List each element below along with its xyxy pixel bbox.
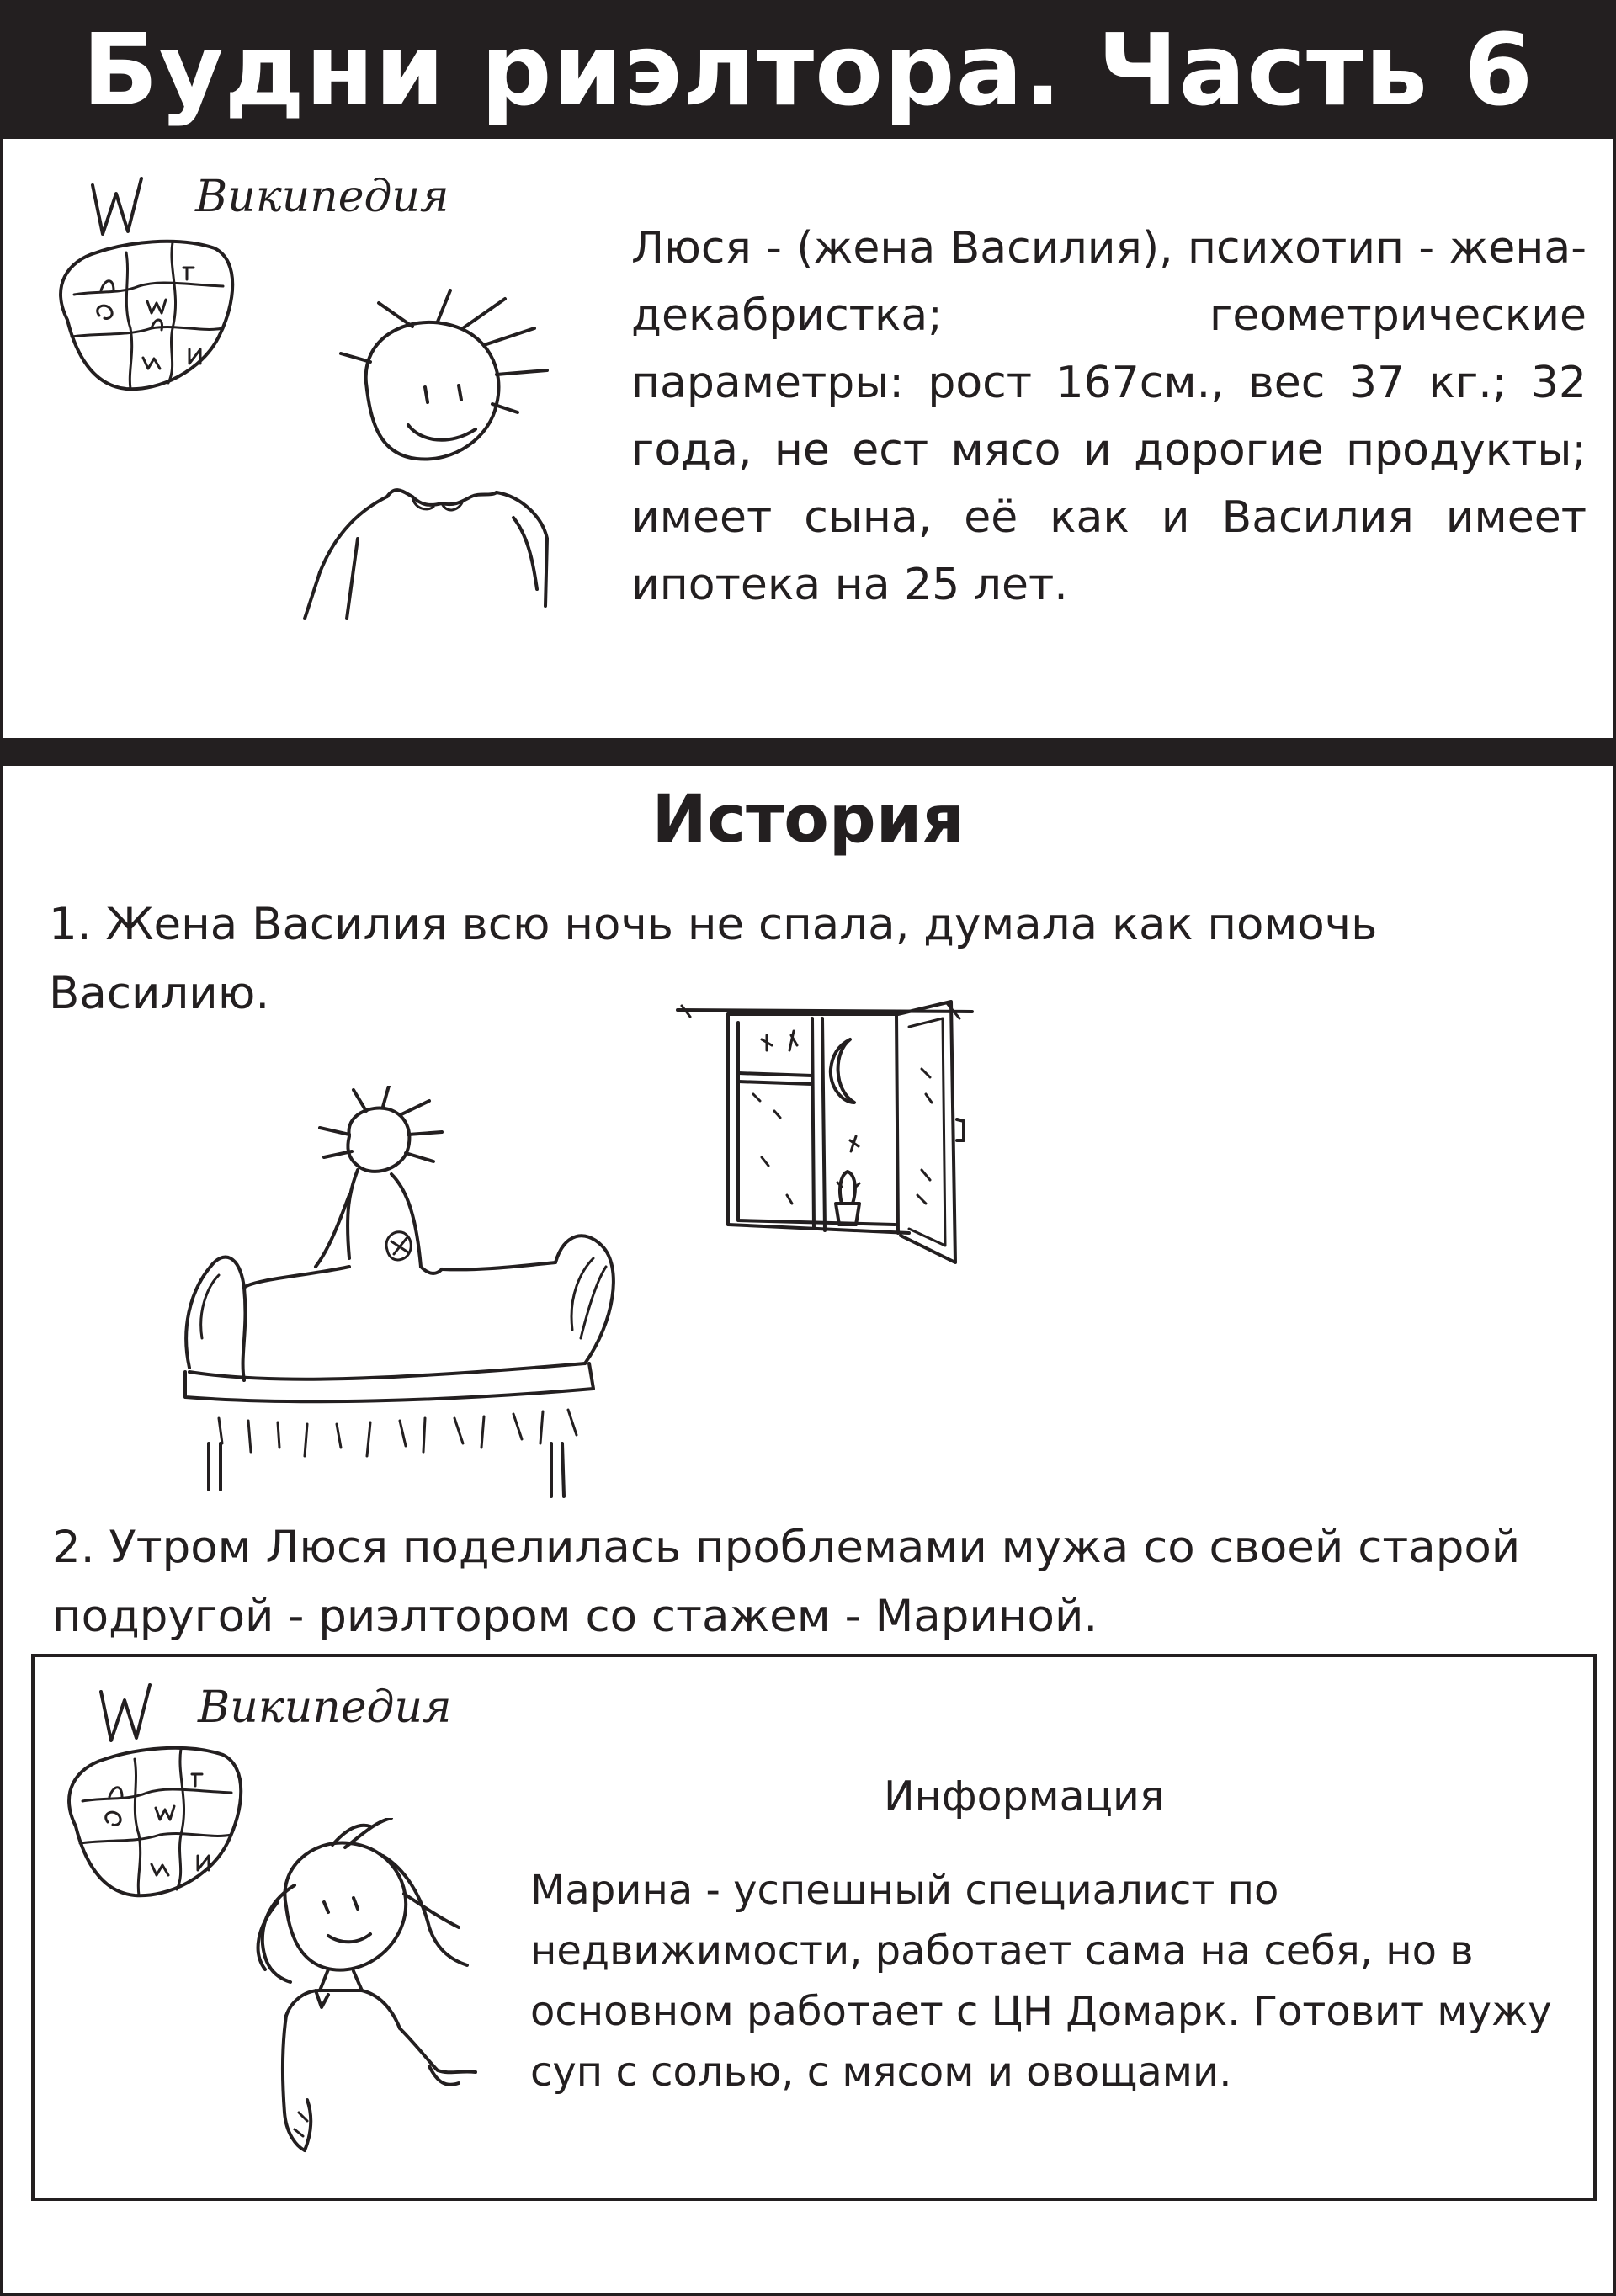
lusya-description: Люся - (жена Василия), психотип - жена-декабристка; геометрические параметры: рост 167см., вес 37 кг.; 32 года, не ест мясо и дорогие продукты; имеет сына, её как и Василия имеет ипотека на 25 лет. xyxy=(631,223,1587,610)
info-text: Марина - успешный специалист по недвижимости, работает сама на себя, но в основном работает с ЦН Домарк. Готовит мужу суп с солью, с мясом и овощами. xyxy=(530,1867,1552,2096)
page-title: Будни риэлтора. Часть 6 xyxy=(82,11,1534,128)
wikipedia-logo-text: Википедия xyxy=(195,172,449,222)
history-item-2: 2. Утром Люся поделилась проблемами мужа со своей старой подругой - риэлтором со стажем - Мариной. xyxy=(52,1522,1521,1642)
info-title: Информация xyxy=(884,1772,1165,1820)
wikipedia-logo-text: Википедия xyxy=(198,1682,452,1733)
section-divider xyxy=(0,738,1616,766)
night-window-drawing xyxy=(669,993,981,1271)
history-item-1: 1. Жена Василия всю ночь не спала, думала как помочь Василию. xyxy=(49,899,1378,1019)
title-bar xyxy=(0,0,1616,139)
marina-drawing xyxy=(227,1818,505,2155)
girl-on-bed-drawing xyxy=(168,1086,640,1498)
lusya-drawing xyxy=(295,286,606,640)
history-title: История xyxy=(651,782,965,858)
